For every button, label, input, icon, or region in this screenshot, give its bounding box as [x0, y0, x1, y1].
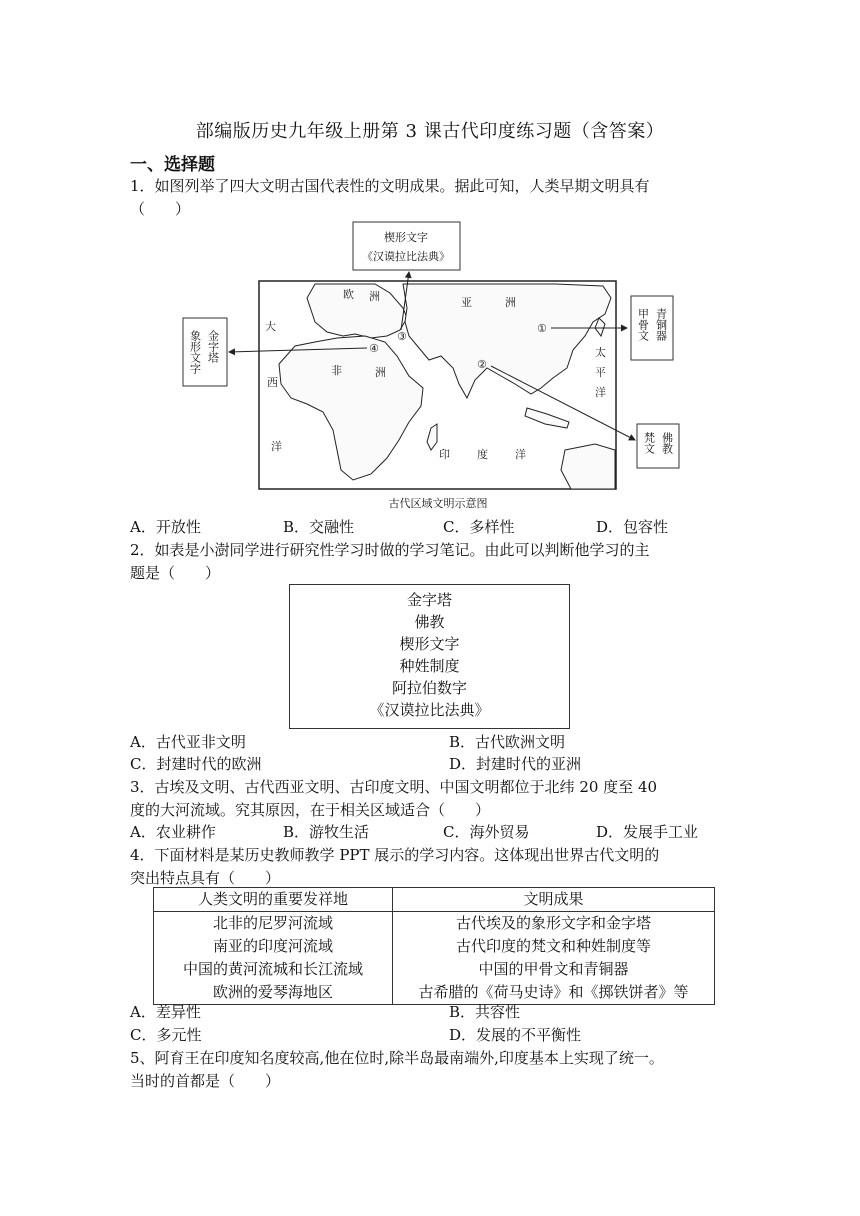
note-item: 种姓制度 [399, 657, 460, 675]
q2-stem-line2: 题是（ ） [130, 564, 221, 582]
label-asia-2: 洲 [505, 296, 516, 309]
q1-stem-line1: 1．如图列举了四大文明古国代表性的文明成果。据此可知，人类早期文明具有 [130, 177, 650, 195]
table-cell: 欧洲的爱琴海地区 [154, 981, 393, 1005]
label-asia-1: 亚 [461, 296, 472, 309]
label-atlantic-2: 西 [267, 376, 278, 389]
map-box-top-line2: 《汉谟拉比法典》 [362, 250, 450, 263]
map-box-left-col1: 象形文字 [188, 330, 202, 374]
q5-stem-line1: 5、阿育王在印度知名度较高,他在位时,除半岛最南端外,印度基本上实现了统一。 [130, 1049, 664, 1067]
q3-option-b[interactable]: B．游牧生活 [283, 823, 370, 841]
map-box-left-col2: 金字塔 [206, 330, 220, 363]
q2-stem-line1: 2．如表是小澍同学进行研究性学习时做的学习笔记。由此可以判断他学习的主 [130, 541, 650, 559]
q1-option-b[interactable]: B．交融性 [283, 518, 355, 536]
note-item: 金字塔 [406, 591, 452, 609]
table-header-cell: 文明成果 [393, 888, 715, 912]
q4-stem-line2: 突出特点具有（ ） [130, 869, 281, 887]
q4-option-a[interactable]: A．差异性 [130, 1003, 201, 1021]
table-cell: 古代埃及的象形文字和金字塔 [393, 912, 715, 936]
note-item: 阿拉伯数字 [391, 679, 467, 697]
table-row [154, 912, 715, 936]
map-caption: 古代区域文明示意图 [388, 497, 488, 510]
label-africa-2: 洲 [375, 366, 386, 379]
note-item: 佛教 [414, 613, 445, 631]
q3-option-c[interactable]: C．海外贸易 [443, 823, 530, 841]
civilization-table [153, 887, 715, 1005]
document-title: 部编版历史九年级上册第 3 课古代印度练习题（含答案） [195, 121, 665, 142]
table-row [154, 935, 715, 958]
q1-option-d[interactable]: D．包容性 [596, 518, 669, 536]
table-header-cell: 人类文明的重要发祥地 [154, 888, 393, 912]
label-indian-1: 印 [439, 448, 450, 461]
q1-option-c[interactable]: C．多样性 [443, 518, 515, 536]
table-cell: 北非的尼罗河流域 [154, 912, 393, 936]
map-box-top-line1: 楔形文字 [384, 231, 428, 244]
table-cell: 中国的甲骨文和青铜器 [393, 958, 715, 981]
q4-stem-line1: 4．下面材料是某历史教师教学 PPT 展示的学习内容。这体现出世界古代文明的 [130, 846, 660, 864]
ancient-civilization-map [175, 218, 685, 513]
table-cell: 南亚的印度河流域 [154, 935, 393, 958]
q2-option-d[interactable]: D．封建时代的亚洲 [449, 755, 582, 773]
map-box-bottom-col2: 佛教 [660, 432, 674, 454]
marker-4: ④ [369, 342, 379, 355]
label-europe-1: 欧 [343, 288, 354, 301]
label-atlantic-3: 洋 [271, 440, 282, 453]
label-africa-1: 非 [331, 364, 342, 377]
note-item: 楔形文字 [399, 635, 460, 653]
q4-option-b[interactable]: B．共容性 [449, 1003, 521, 1021]
map-box-right-col1: 甲骨文 [636, 308, 650, 341]
table-cell: 古代印度的梵文和种姓制度等 [393, 935, 715, 958]
q3-option-a[interactable]: A．农业耕作 [130, 823, 216, 841]
q1-option-a[interactable]: A．开放性 [130, 518, 201, 536]
label-atlantic-1: 大 [265, 320, 276, 333]
table-header-row [154, 888, 715, 912]
label-indian-2: 度 [477, 448, 488, 461]
q3-stem-line2: 度的大河流域。究其原因，在于相关区域适合（ ） [130, 801, 491, 819]
q3-stem-line1: 3．古埃及文明、古代西亚文明、古印度文明、中国文明都位于北纬 20 度至 40 [130, 778, 658, 796]
label-pacific-1: 太 [595, 346, 606, 359]
q5-stem-line2: 当时的首都是（ ） [130, 1072, 281, 1090]
q2-option-a[interactable]: A．古代亚非文明 [130, 733, 246, 751]
q2-option-b[interactable]: B．古代欧洲文明 [449, 733, 566, 751]
q1-stem-line2: （ ） [130, 200, 191, 218]
table-row [154, 958, 715, 981]
note-item: 《汉谟拉比法典》 [369, 701, 490, 719]
table-row [154, 981, 715, 1005]
q3-option-d[interactable]: D．发展手工业 [596, 823, 699, 841]
q2-option-c[interactable]: C．封建时代的欧洲 [130, 755, 262, 773]
australia-shape [561, 444, 615, 489]
section-heading: 一、选择题 [130, 155, 215, 175]
q4-option-d[interactable]: D．发展的不平衡性 [449, 1026, 582, 1044]
label-pacific-2: 平 [595, 366, 606, 379]
marker-1: ① [537, 322, 547, 335]
label-pacific-3: 洋 [595, 386, 606, 399]
table-cell: 中国的黄河流城和长江流域 [154, 958, 393, 981]
table-cell: 古希腊的《荷马史诗》和《掷铁饼者》等 [393, 981, 715, 1005]
marker-2: ② [477, 358, 487, 371]
marker-3: ③ [397, 330, 407, 343]
map-box-right-col2: 青铜器 [654, 308, 668, 341]
label-europe-2: 洲 [369, 290, 380, 303]
label-indian-3: 洋 [515, 448, 526, 461]
q4-option-c[interactable]: C．多元性 [130, 1026, 202, 1044]
study-notes-box [289, 584, 570, 729]
map-box-bottom-col1: 梵文 [642, 432, 656, 454]
